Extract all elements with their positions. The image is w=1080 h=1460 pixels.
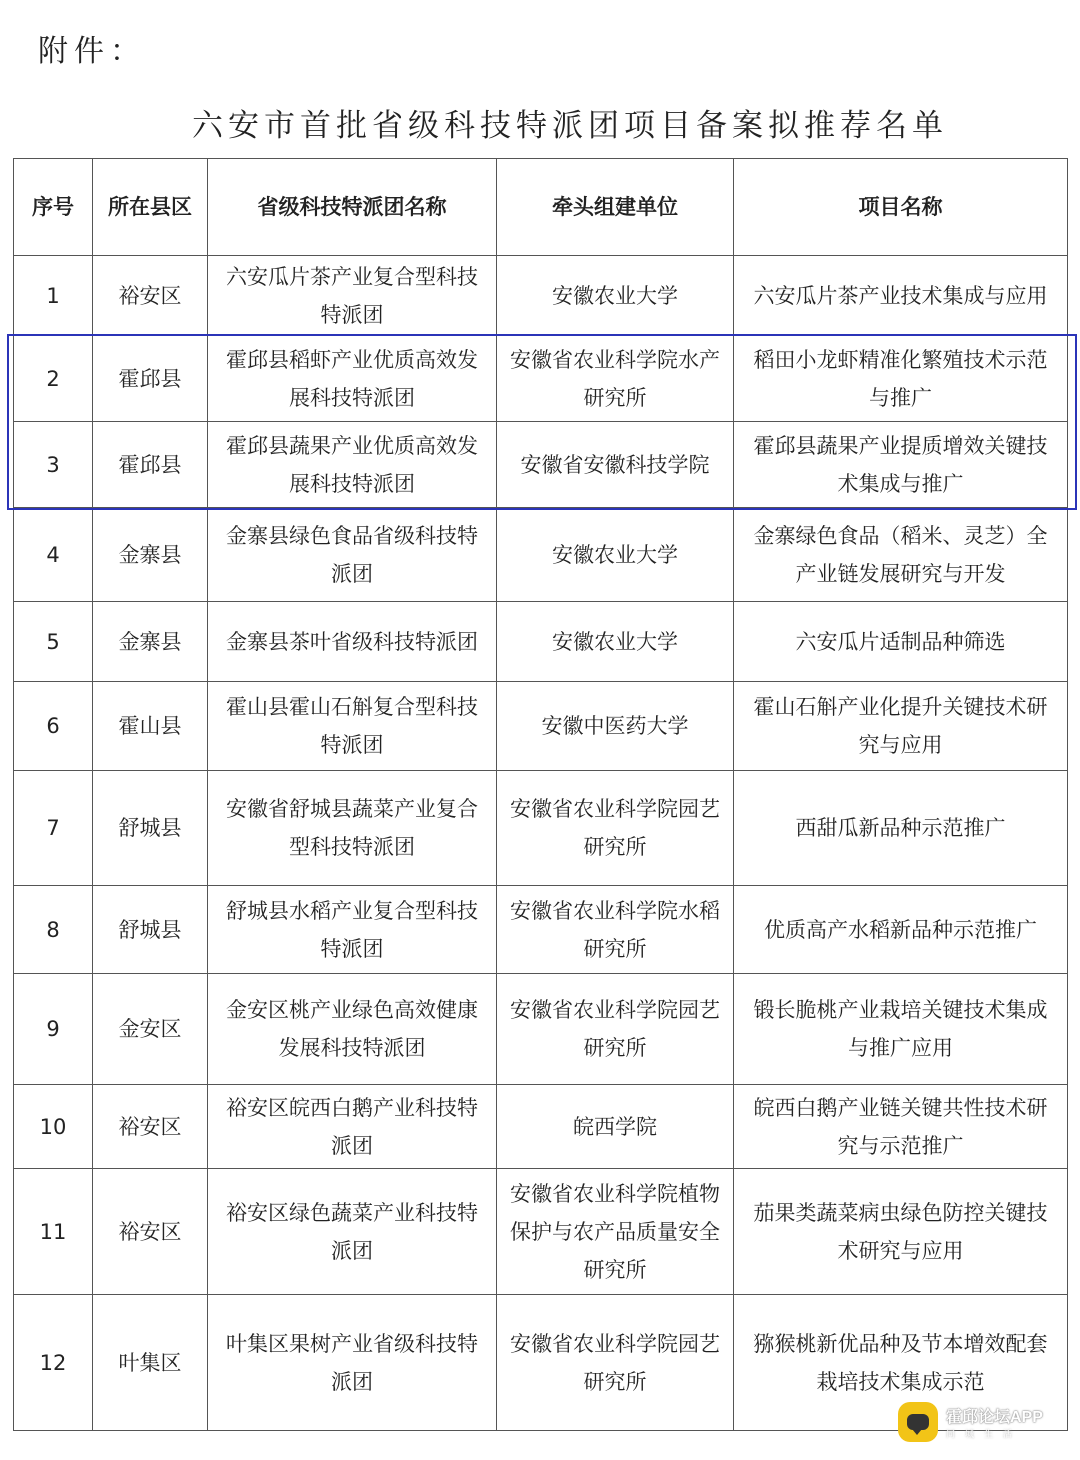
cell-lead-unit: 安徽农业大学 — [497, 256, 734, 336]
cell-team-name: 裕安区皖西白鹅产业科技特派团 — [208, 1085, 497, 1169]
cell-index: 1 — [14, 256, 93, 336]
cell-county: 金寨县 — [93, 602, 208, 682]
cell-lead-unit: 安徽农业大学 — [497, 602, 734, 682]
cell-lead-unit: 安徽省农业科学院植物保护与农产品质量安全研究所 — [497, 1169, 734, 1295]
cell-county: 金寨县 — [93, 508, 208, 602]
cell-project-name: 六安瓜片茶产业技术集成与应用 — [734, 256, 1068, 336]
cell-lead-unit: 安徽省安徽科技学院 — [497, 422, 734, 508]
cell-team-name: 霍山县霍山石斛复合型科技特派团 — [208, 682, 497, 771]
cell-index: 11 — [14, 1169, 93, 1295]
cell-county: 金安区 — [93, 974, 208, 1085]
cell-team-name: 金安区桃产业绿色高效健康发展科技特派团 — [208, 974, 497, 1085]
cell-index: 7 — [14, 771, 93, 886]
header-team-name: 省级科技特派团名称 — [208, 159, 497, 256]
table-row — [14, 974, 1068, 1085]
table-row — [14, 422, 1068, 508]
cell-project-name: 茄果类蔬菜病虫绿色防控关键技术研究与应用 — [734, 1169, 1068, 1295]
cell-county: 叶集区 — [93, 1295, 208, 1431]
cell-project-name: 皖西白鹅产业链关键共性技术研究与示范推广 — [734, 1085, 1068, 1169]
cell-team-name: 安徽省舒城县蔬菜产业复合型科技特派团 — [208, 771, 497, 886]
cell-index: 2 — [14, 336, 93, 422]
cell-team-name: 舒城县水稻产业复合型科技特派团 — [208, 886, 497, 974]
cell-team-name: 叶集区果树产业省级科技特派团 — [208, 1295, 497, 1431]
cell-project-name: 猕猴桃新优品种及节本增效配套栽培技术集成示范 — [734, 1295, 1068, 1431]
cell-lead-unit: 安徽省农业科学院园艺研究所 — [497, 771, 734, 886]
cell-county: 裕安区 — [93, 1169, 208, 1295]
cell-team-name: 六安瓜片茶产业复合型科技特派团 — [208, 256, 497, 336]
cell-index: 9 — [14, 974, 93, 1085]
cell-index: 8 — [14, 886, 93, 974]
cell-project-name: 霍邱县蔬果产业提质增效关键技术集成与推广 — [734, 422, 1068, 508]
cell-lead-unit: 安徽农业大学 — [497, 508, 734, 602]
cell-index: 6 — [14, 682, 93, 771]
app-watermark — [898, 1402, 1043, 1442]
cell-county: 舒城县 — [93, 771, 208, 886]
cell-project-name: 金寨绿色食品（稻米、灵芝）全产业链发展研究与开发 — [734, 508, 1068, 602]
cell-county: 霍邱县 — [93, 422, 208, 508]
cell-index: 4 — [14, 508, 93, 602]
cell-index: 5 — [14, 602, 93, 682]
cell-lead-unit: 安徽省农业科学院园艺研究所 — [497, 1295, 734, 1431]
table-row — [14, 1085, 1068, 1169]
table-row — [14, 336, 1068, 422]
cell-project-name: 优质高产水稻新品种示范推广 — [734, 886, 1068, 974]
cell-county: 裕安区 — [93, 256, 208, 336]
header-index: 序号 — [14, 159, 93, 256]
watermark-name: 霍邱论坛APP — [946, 1409, 1043, 1426]
cell-county: 霍山县 — [93, 682, 208, 771]
header-lead-unit: 牵头组建单位 — [497, 159, 734, 256]
cell-lead-unit: 皖西学院 — [497, 1085, 734, 1169]
table-row — [14, 771, 1068, 886]
document-title: 六安市首批省级科技特派团项目备案拟推荐名单 — [192, 108, 948, 144]
chat-bubble-icon — [898, 1402, 938, 1442]
table-row — [14, 508, 1068, 602]
cell-county: 裕安区 — [93, 1085, 208, 1169]
cell-lead-unit: 安徽省农业科学院水产研究所 — [497, 336, 734, 422]
cell-project-name: 稻田小龙虾精准化繁殖技术示范与推广 — [734, 336, 1068, 422]
table-row — [14, 602, 1068, 682]
table-row — [14, 1169, 1068, 1295]
cell-project-name: 西甜瓜新品种示范推广 — [734, 771, 1068, 886]
cell-team-name: 金寨县绿色食品省级科技特派团 — [208, 508, 497, 602]
cell-project-name: 霍山石斛产业化提升关键技术研究与应用 — [734, 682, 1068, 771]
header-county: 所在县区 — [93, 159, 208, 256]
cell-team-name: 霍邱县稻虾产业优质高效发展科技特派团 — [208, 336, 497, 422]
table-row — [14, 256, 1068, 336]
attachment-label: 附件： — [38, 34, 146, 69]
watermark-tagline: 同城生活 — [946, 1430, 1023, 1440]
cell-team-name: 裕安区绿色蔬菜产业科技特派团 — [208, 1169, 497, 1295]
cell-county: 舒城县 — [93, 886, 208, 974]
cell-lead-unit: 安徽省农业科学院园艺研究所 — [497, 974, 734, 1085]
cell-county: 霍邱县 — [93, 336, 208, 422]
table-header-row — [14, 159, 1068, 256]
cell-lead-unit: 安徽省农业科学院水稻研究所 — [497, 886, 734, 974]
table-row — [14, 886, 1068, 974]
cell-project-name: 六安瓜片适制品种筛选 — [734, 602, 1068, 682]
cell-lead-unit: 安徽中医药大学 — [497, 682, 734, 771]
cell-index: 3 — [14, 422, 93, 508]
cell-team-name: 金寨县茶叶省级科技特派团 — [208, 602, 497, 682]
cell-index: 10 — [14, 1085, 93, 1169]
table-row — [14, 682, 1068, 771]
roster-table — [13, 158, 1068, 1431]
cell-project-name: 锻长脆桃产业栽培关键技术集成与推广应用 — [734, 974, 1068, 1085]
header-project-name: 项目名称 — [734, 159, 1068, 256]
cell-index: 12 — [14, 1295, 93, 1431]
cell-team-name: 霍邱县蔬果产业优质高效发展科技特派团 — [208, 422, 497, 508]
